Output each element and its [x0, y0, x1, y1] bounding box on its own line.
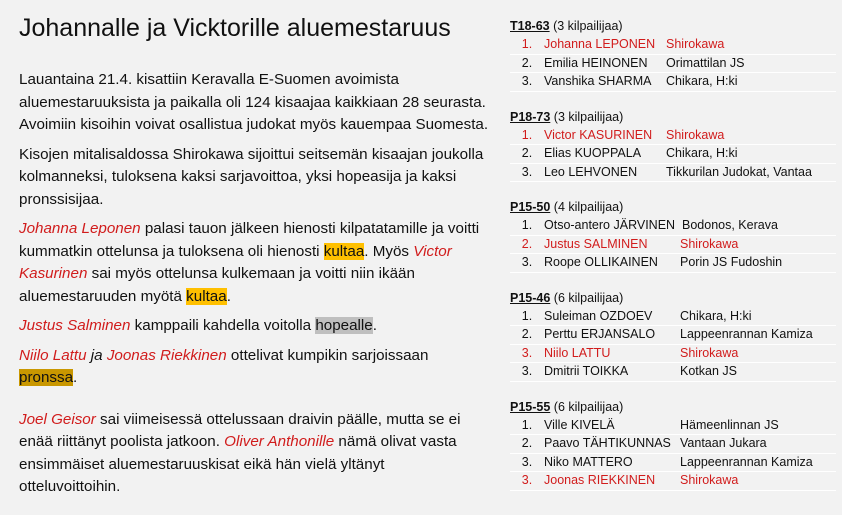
group-header	[510, 400, 836, 414]
rank: 3.	[521, 164, 533, 179]
result-row	[510, 36, 836, 55]
rank: 1.	[521, 417, 533, 432]
result-row	[510, 217, 836, 236]
group-header	[510, 110, 836, 124]
silver-highlight: hopealle	[315, 317, 373, 334]
result-row	[510, 254, 836, 273]
athlete: Victor KASURINEN	[544, 127, 653, 142]
group-header	[510, 19, 836, 33]
text: .	[73, 369, 78, 386]
club: Orimattilan JS	[666, 55, 745, 70]
athlete: Justus SALMINEN	[544, 236, 648, 251]
article-title: Johannalle ja Vicktorille aluemestaruus	[19, 14, 451, 42]
paragraph-silver	[19, 315, 489, 338]
club: Chikara, H:ki	[666, 74, 738, 88]
group-header	[510, 200, 836, 214]
club: Shirokawa	[680, 236, 739, 251]
rank: 3.	[521, 473, 533, 487]
paragraph-gold	[19, 218, 489, 308]
athlete: Ville KIVELÄ	[544, 417, 615, 432]
rank: 3.	[521, 255, 533, 269]
rank: 2.	[521, 55, 533, 70]
athlete-name: Justus Salminen	[19, 317, 131, 334]
gold-highlight: kultaa	[186, 287, 227, 305]
club: Shirokawa	[680, 473, 739, 487]
text: nämä olivat vasta ensimmäiset aluemestaruuskisat eikä hän vielä yltänyt otteluvoittoihin.	[19, 433, 457, 495]
group-count: (6 kilpailijaa)	[550, 399, 624, 414]
result-row	[510, 308, 836, 327]
bronze-highlight: pronssa	[19, 369, 74, 386]
result-row	[510, 417, 836, 436]
gold-highlight: kultaa	[323, 242, 365, 260]
rank: 3.	[521, 364, 533, 378]
club: Hämeenlinnan JS	[680, 417, 779, 432]
result-group	[510, 400, 836, 491]
result-row	[510, 55, 836, 74]
result-row	[510, 435, 836, 454]
paragraph-others	[19, 409, 489, 499]
club: Lappeenrannan Kamiza	[680, 454, 813, 469]
club: Chikara, H:ki	[680, 308, 752, 323]
result-row	[510, 164, 836, 183]
rank: 2.	[521, 236, 533, 251]
result-row	[510, 326, 836, 345]
athlete: Dmitrii TOIKKA	[544, 364, 629, 378]
club: Shirokawa	[666, 127, 725, 142]
rank: 2.	[521, 327, 533, 341]
results-panel	[510, 19, 836, 509]
athlete: Niilo LATTU	[544, 345, 611, 360]
result-group	[510, 110, 836, 183]
paragraph-intro: Lauantaina 21.4. kisattiin Keravalla E-Suomen avoimista aluemestaruuksista ja paikalla oli 124 kisaajaa kaikkiaan 28 seurasta. Avoimiin kisoihin voivat osallistua judokat myös kauempaa Suomesta.	[19, 71, 489, 133]
athlete-name: Niilo Lattu	[19, 346, 87, 364]
group-code: P18-73	[510, 109, 551, 124]
athlete-name: Joel Geisor	[19, 410, 96, 428]
club: Shirokawa	[680, 345, 739, 360]
result-row	[510, 145, 836, 164]
text: ja	[86, 346, 107, 364]
group-count: (3 kilpailijaa)	[550, 109, 624, 124]
article	[19, 14, 489, 506]
athlete-name: Victor Kasurinen	[19, 242, 452, 282]
result-group	[510, 200, 836, 273]
rank: 3.	[521, 454, 533, 469]
result-row	[510, 472, 836, 491]
result-row	[510, 363, 836, 382]
club: Shirokawa	[666, 37, 725, 51]
athlete-name: Joonas Riekkinen	[106, 346, 227, 364]
text: sai viimeisessä ottelussaan draivin päälle, mutta se ei enää riittänyt poolista jatkoon.	[19, 410, 461, 450]
result-group	[510, 19, 836, 92]
athlete: Leo LEHVONEN	[544, 164, 638, 179]
text: . Myös	[364, 242, 414, 260]
text: kamppaili kahdella voitolla	[130, 317, 316, 334]
group-count: (3 kilpailijaa)	[549, 19, 623, 33]
result-row	[510, 127, 836, 146]
result-row	[510, 73, 836, 92]
result-row	[510, 345, 836, 364]
group-code: P15-50	[510, 200, 551, 214]
text: .	[226, 287, 231, 305]
rank: 1.	[521, 218, 533, 232]
text: palasi tauon jälkeen hienosti kilpatatamille ja voitti kummatkin ottelunsa ja tuloksena oli hienosti	[19, 220, 480, 260]
rank: 1.	[521, 127, 533, 142]
group-count: (6 kilpailijaa)	[550, 290, 624, 305]
rank: 3.	[521, 345, 533, 360]
rank: 1.	[521, 308, 533, 323]
spacer	[19, 397, 489, 409]
text: .	[372, 317, 377, 334]
athlete: Vanshika SHARMA	[544, 74, 652, 88]
athlete: Paavo TÄHTIKUNNAS	[544, 436, 671, 450]
group-count: (4 kilpailijaa)	[550, 200, 624, 214]
club: Porin JS Fudoshin	[680, 255, 783, 269]
athlete: Elias KUOPPALA	[544, 146, 642, 160]
rank: 3.	[521, 74, 533, 88]
club: Kotkan JS	[680, 364, 737, 378]
athlete: Emilia HEINONEN	[544, 55, 648, 70]
athlete: Suleiman OZDOEV	[544, 308, 653, 323]
rank: 1.	[521, 37, 533, 51]
athlete: Joonas RIEKKINEN	[544, 473, 656, 487]
group-code: P15-55	[510, 399, 551, 414]
athlete: Perttu ERJANSALO	[544, 327, 656, 341]
club: Vantaan Jukara	[680, 436, 767, 450]
text: sai myös ottelunsa kulkemaan ja voitti niin ikään aluemestaruuden myötä	[19, 265, 415, 305]
text: ottelivat kumpikin sarjoissaan	[226, 346, 429, 364]
athlete-name: Oliver Anthonille	[224, 433, 335, 450]
athlete-name: Johanna Leponen	[19, 220, 141, 237]
club: Chikara, H:ki	[666, 146, 738, 160]
rank: 2.	[521, 436, 533, 450]
group-header	[510, 291, 836, 305]
result-row	[510, 236, 836, 255]
group-code: T18-63	[510, 19, 550, 33]
club: Tikkurilan Judokat, Vantaa	[666, 164, 812, 179]
club: Bodonos, Kerava	[682, 218, 778, 232]
athlete: Johanna LEPONEN	[544, 37, 656, 51]
rank: 2.	[521, 146, 533, 160]
athlete: Roope OLLIKAINEN	[544, 255, 658, 269]
athlete: Niko MATTERO	[544, 454, 633, 469]
paragraph-medal-summary: Kisojen mitalisaldossa Shirokawa sijoittui seitsemän kisaajan joukolla kolmanneksi, tuloksena kaksi sarjavoittoa, yksi hopeasija ja kaksi pronssisijaa.	[19, 145, 484, 208]
group-code: P15-46	[510, 290, 551, 305]
athlete: Otso-antero JÄRVINEN	[544, 218, 676, 232]
result-row	[510, 454, 836, 473]
club: Lappeenrannan Kamiza	[680, 327, 813, 341]
result-group	[510, 291, 836, 382]
paragraph-bronze	[19, 345, 489, 390]
